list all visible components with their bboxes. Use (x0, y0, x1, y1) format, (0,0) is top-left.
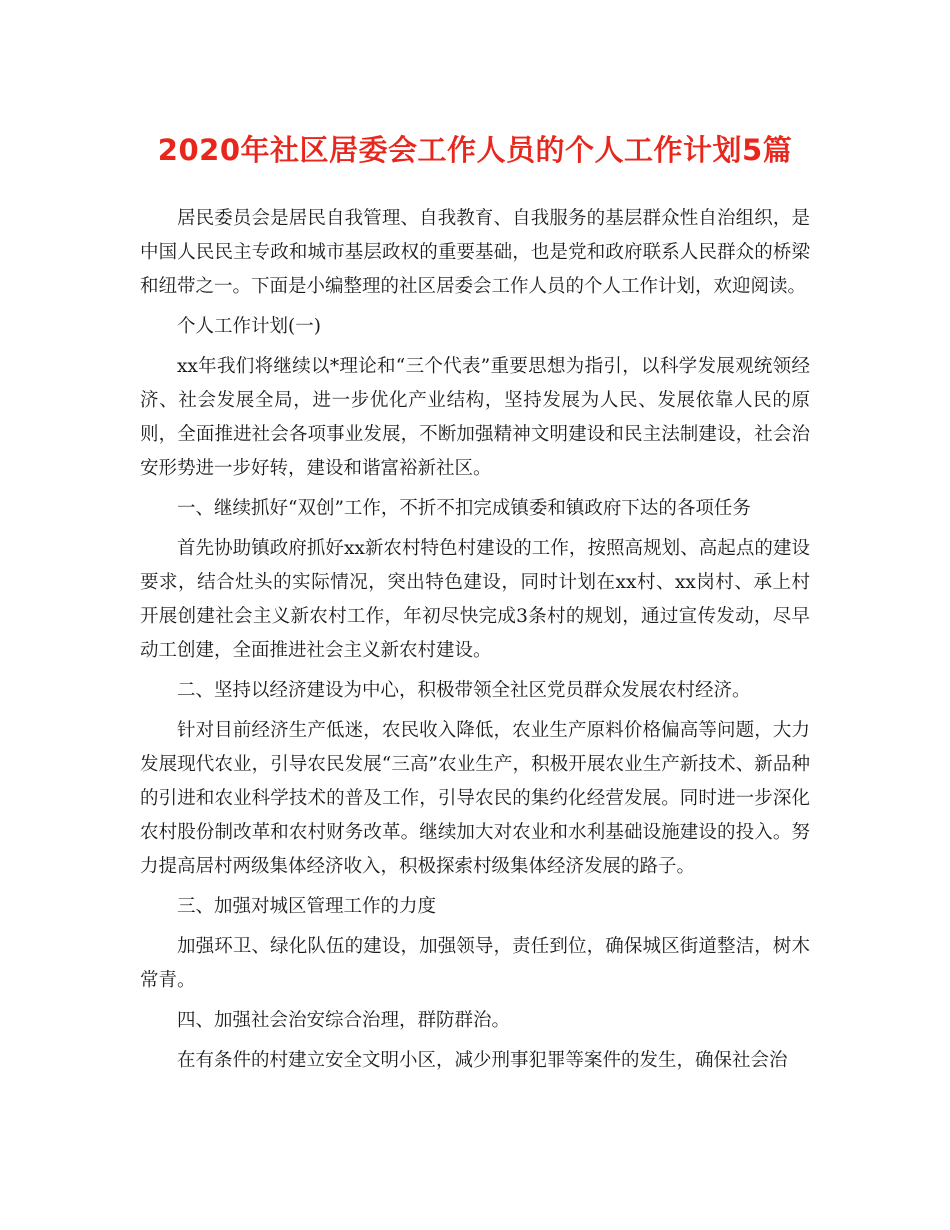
paragraph-item-1: 首先协助镇政府抓好xx新农村特色村建设的工作，按照高规划、高起点的建设要求，结合灶头的实际情况，突出特色建设，同时计划在xx村、xx岗村、承上村开展创建社会主义新农村工作，年初尽快完成3条村的规划，通过宣传发动，尽早动工创建，全面推进社会主义新农村建设。 (140, 538, 810, 661)
heading-item-1: 一、继续抓好“双创”工作，不折不扣完成镇委和镇政府下达的各项任务 (177, 498, 751, 519)
heading-item-3: 三、加强对城区管理工作的力度 (177, 896, 437, 917)
heading-item-4: 四、加强社会治安综合治理，群防群治。 (177, 1010, 511, 1031)
paragraph-plan-1-overview: xx年我们将继续以*理论和“三个代表”重要思想为指引，以科学发展观统领经济、社会发展全局，进一步优化产业结构，坚持发展为人民、发展依靠人民的原则，全面推进社会各项事业发展，不断加强精神文明建设和民主法制建设，社会治安形势进一步好转，建设和谐富裕新社区。 (140, 356, 810, 479)
paragraph-item-3: 加强环卫、绿化队伍的建设，加强领导，责任到位，确保城区街道整洁，树木常青。 (140, 936, 810, 991)
paragraph-item-4: 在有条件的村建立安全文明小区，减少刑事犯罪等案件的发生，确保社会治 (177, 1050, 788, 1071)
paragraph-intro: 居民委员会是居民自我管理、自我教育、自我服务的基层群众性自治组织，是中国人民民主专政和城市基层政权的重要基础，也是党和政府联系人民群众的桥梁和纽带之一。下面是小编整理的社区居委会工作人员的个人工作计划，欢迎阅读。 (140, 208, 810, 297)
section-heading-plan-1: 个人工作计划(一) (177, 316, 321, 337)
document-body (140, 202, 810, 1084)
paragraph-item-2: 针对目前经济生产低迷，农民收入降低，农业生产原料价格偏高等问题，大力发展现代农业，引导农民发展“三高”农业生产，积极开展农业生产新技术、新品种的引进和农业科学技术的普及工作，引导农民的集约化经营发展。同时进一步深化农村股份制改革和农村财务改革。继续加大对农业和水利基础设施建设的投入。努力提高居村两级集体经济收入，积极探索村级集体经济发展的路子。 (140, 720, 810, 877)
document-title: 2020年社区居委会工作人员的个人工作计划5篇 (157, 133, 793, 167)
heading-item-2: 二、坚持以经济建设为中心，积极带领全社区党员群众发展农村经济。 (177, 680, 751, 701)
